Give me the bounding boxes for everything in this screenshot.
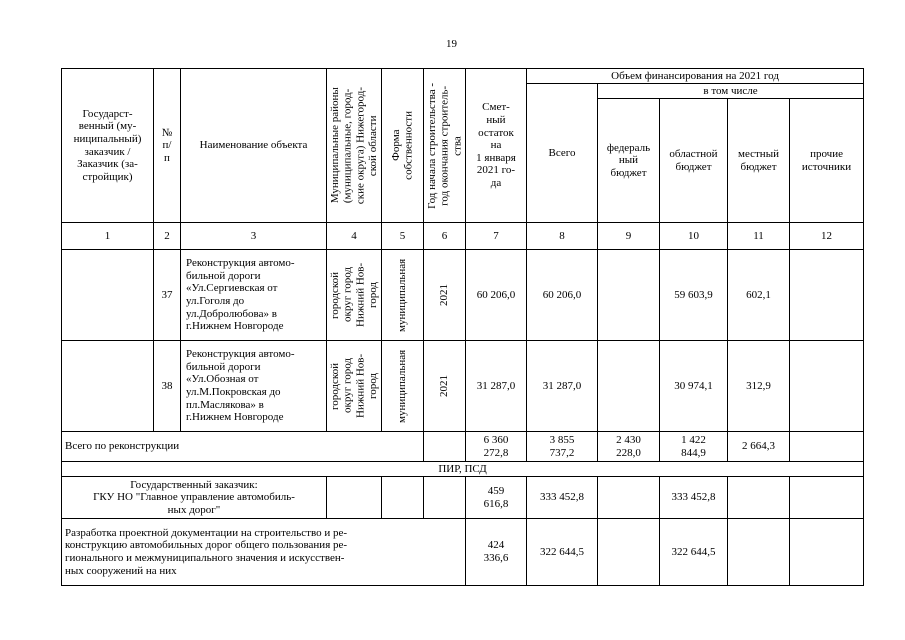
col-number: 3 [181,223,327,250]
section-title: ПИР, ПСД [62,462,864,477]
design-total: 322 644,5 [527,519,598,586]
total-federal: 2 430 228,0 [598,432,660,462]
table-row [62,341,864,432]
header-object-name: Наименование объекта [181,69,327,223]
reconstruction-total-row [62,432,864,462]
column-numbers-row [62,223,864,250]
col-number: 5 [382,223,424,250]
year: 2021 [438,284,451,306]
header-funding-title: Объем финансирования на 2021 год [527,69,864,84]
row-number: 37 [154,250,181,341]
customer-estimate: 459 616,8 [466,477,527,519]
total-other [790,432,864,462]
header-estimate: Смет- ный остаток на 1 января 2021 го- да [466,69,527,223]
total-local: 2 664,3 [728,432,790,462]
ownership: муниципальная [396,349,409,423]
col-number: 1 [62,223,154,250]
col-number: 6 [424,223,466,250]
design-label: Разработка проектной документации на строительство и ре- конструкцию автомобильных дорог общего пользования ре- гионального и межмуниципального значения и искусствен- ных сооружений на них [62,519,466,586]
header-other: прочие источники [790,99,864,223]
header-regional: областной бюджет [660,99,728,223]
customer-label: Государственный заказчик: ГКУ НО "Главное управление автомобиль- ных дорог" [62,477,327,519]
col-number: 10 [660,223,728,250]
header-federal: федераль ный бюджет [598,99,660,223]
header-local: местный бюджет [728,99,790,223]
financing-table [61,68,864,586]
total-sum: 3 855 737,2 [527,432,598,462]
reconstruction-total-label: Всего по реконструкции [62,432,424,462]
col-number: 11 [728,223,790,250]
customer-total: 333 452,8 [527,477,598,519]
header-number: № п/ п [154,69,181,223]
table-row [62,250,864,341]
col-number: 12 [790,223,864,250]
col-number: 2 [154,223,181,250]
total-regional: 1 422 844,9 [660,432,728,462]
header-total: Всего [527,84,598,223]
col-number: 4 [327,223,382,250]
total-estimate: 6 360 272,8 [466,432,527,462]
estimate-value: 31 287,0 [466,341,527,432]
estimate-value: 60 206,0 [466,250,527,341]
customer-regional: 333 452,8 [660,477,728,519]
total-value: 60 206,0 [527,250,598,341]
col-number: 9 [598,223,660,250]
other-value [790,341,864,432]
header-customer: Государст- венный (му- ниципальный) заказчик / Заказчик (за- стройщик) [62,69,154,223]
col-number: 7 [466,223,527,250]
header-including: в том числе [598,84,864,99]
regional-value: 30 974,1 [660,341,728,432]
object-name: Реконструкция автомо- бильной дороги «Ул.Обозная от ул.М.Покровская до пл.Маслякова» в г.Нижнем Новгороде [181,341,327,432]
design-row [62,519,864,586]
object-name: Реконструкция автомо- бильной дороги «Ул.Сергиевская от ул.Гоголя до ул.Добролюбова» в г.Нижнем Новгороде [181,250,327,341]
page-number: 19 [446,38,457,50]
header-districts: Муниципальные районы (муниципальные, город- ские округа) Нижегород- ской области [328,86,379,205]
district: городской округ город Нижний Нов- город [328,262,379,328]
federal-value [598,250,660,341]
col-number: 8 [527,223,598,250]
header-years: Год начала строительства - год окончания строитель- ства [425,82,463,209]
federal-value [598,341,660,432]
design-estimate: 424 336,6 [466,519,527,586]
customer-row [62,477,864,519]
year: 2021 [438,375,451,397]
design-regional: 322 644,5 [660,519,728,586]
regional-value: 59 603,9 [660,250,728,341]
district: городской округ город Нижний Нов- город [328,353,379,419]
row-number: 38 [154,341,181,432]
local-value: 602,1 [728,250,790,341]
local-value: 312,9 [728,341,790,432]
header-ownership: Форма собственности [389,111,415,180]
other-value [790,250,864,341]
ownership: муниципальная [396,258,409,332]
total-value: 31 287,0 [527,341,598,432]
